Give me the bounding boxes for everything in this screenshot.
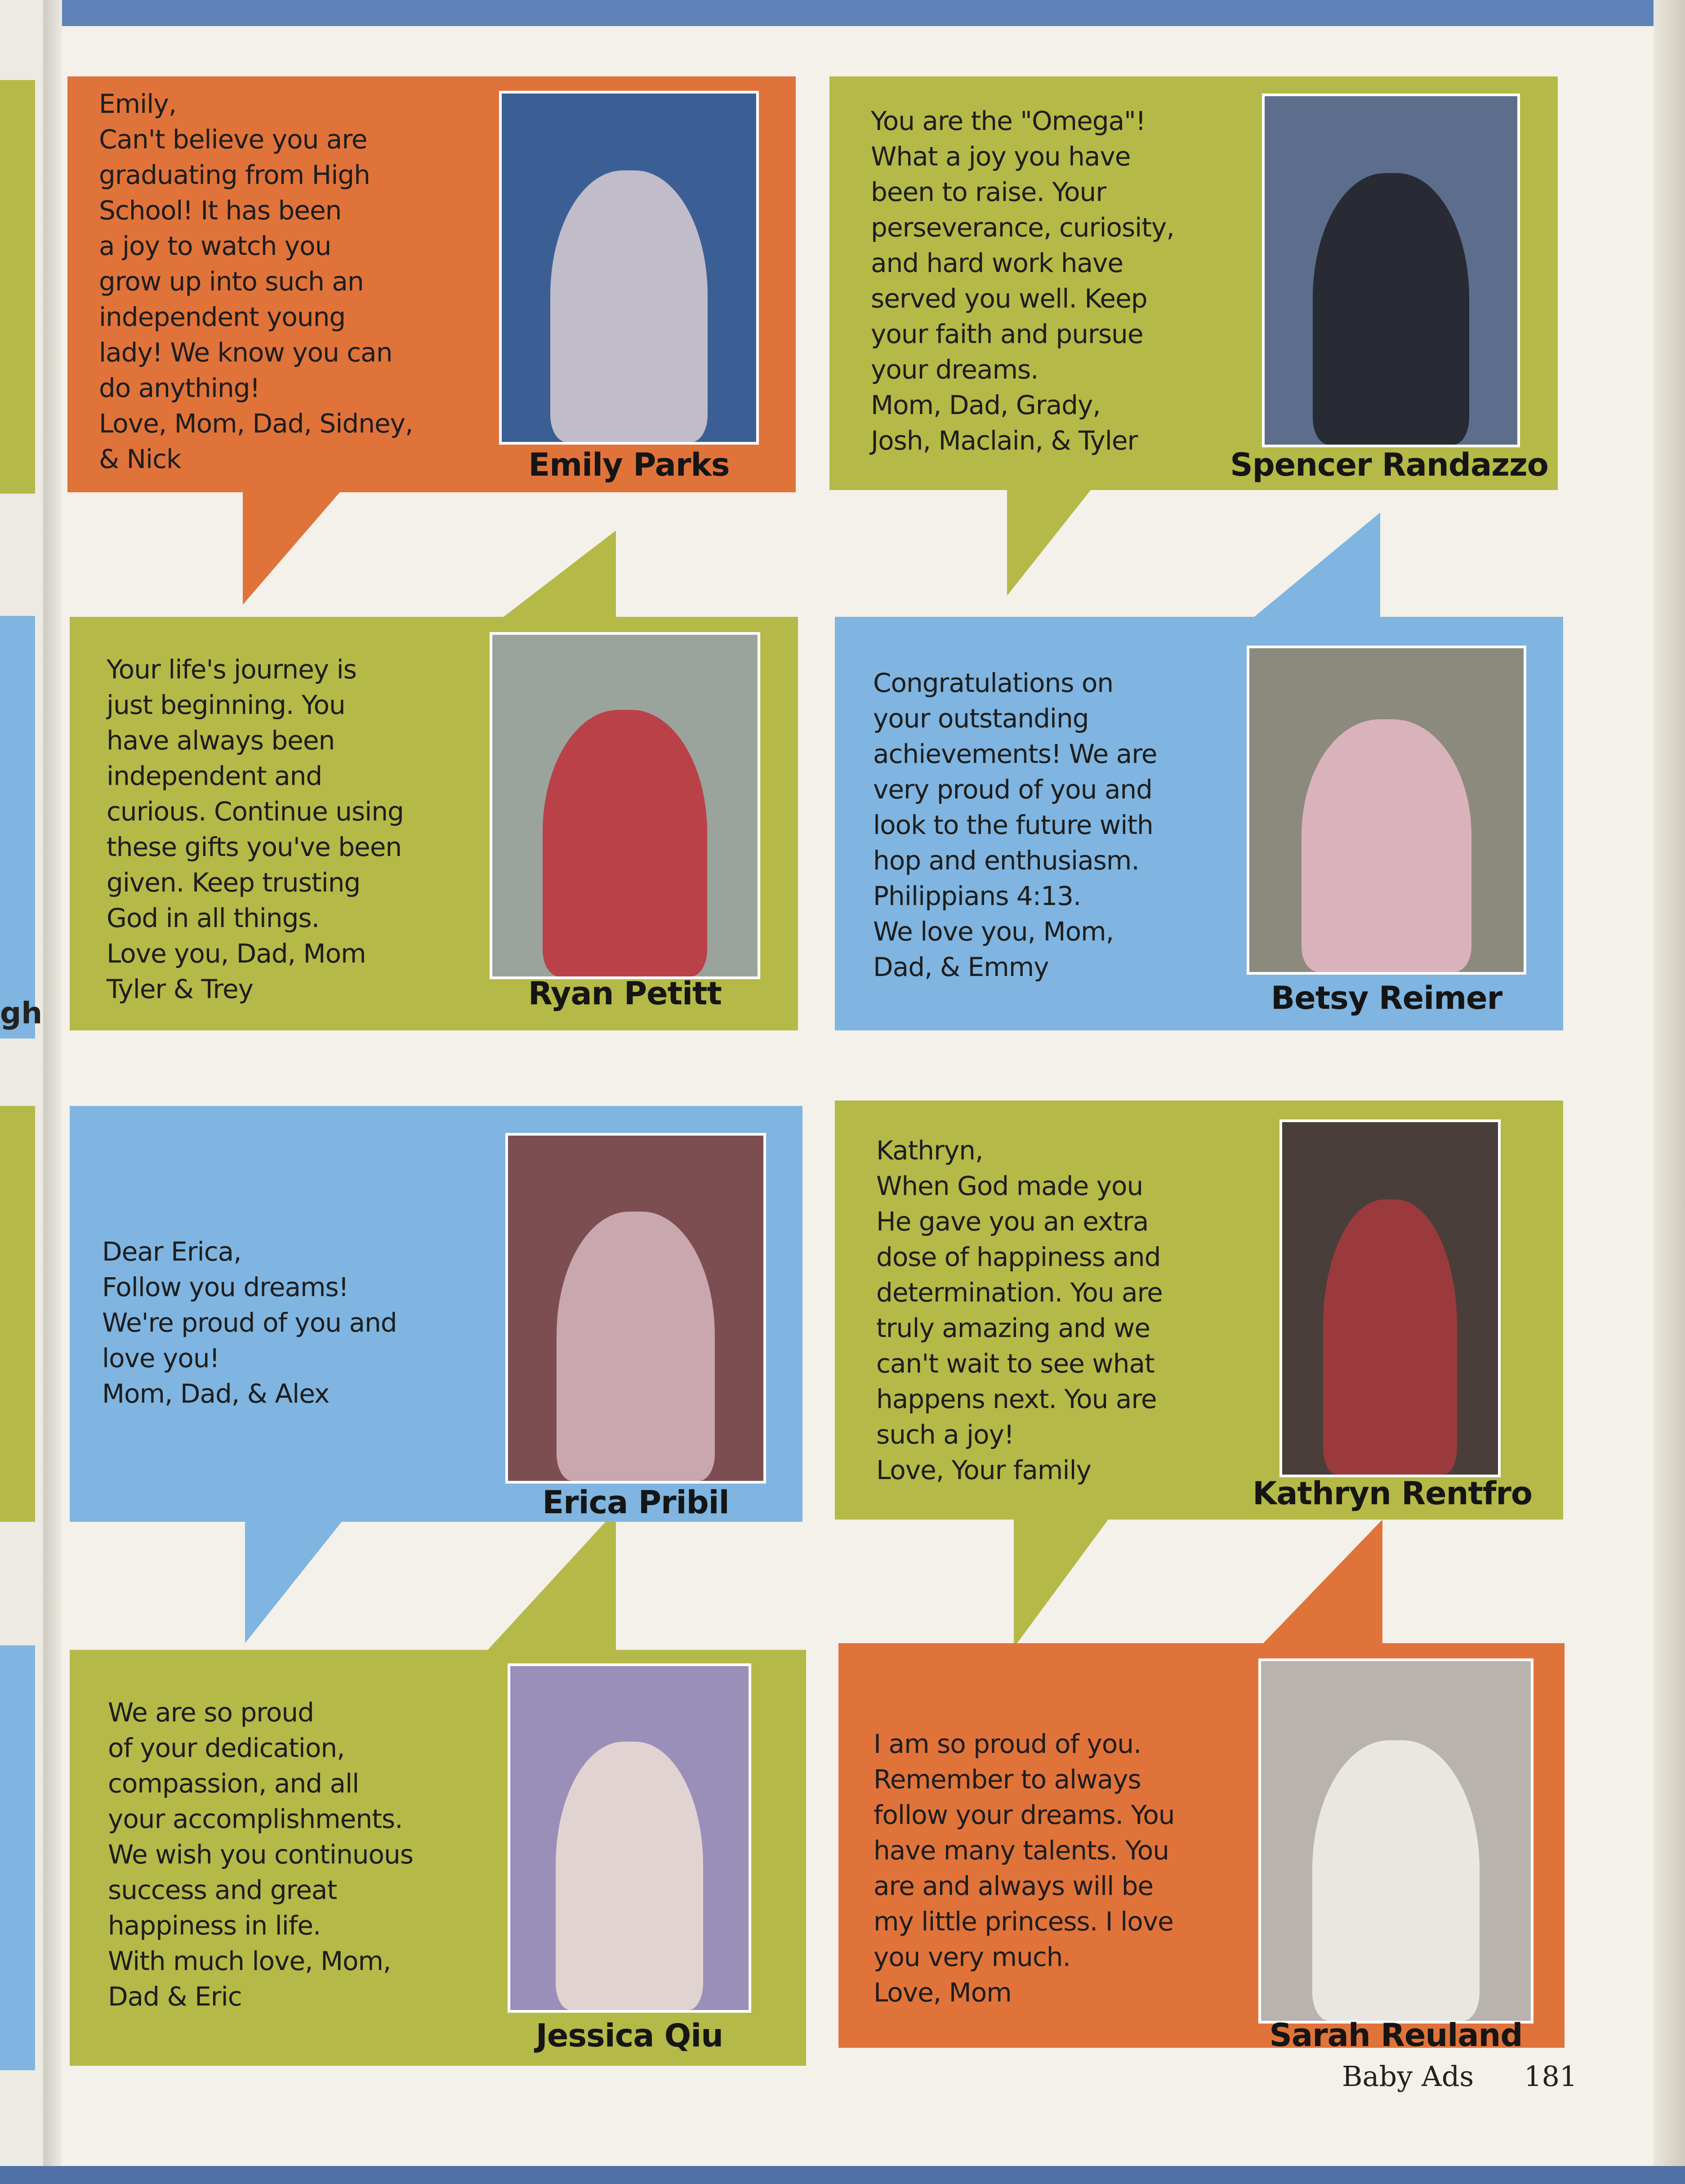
ad-name: Betsy Reimer xyxy=(1270,980,1502,1016)
baby-photo-sarah-reuland xyxy=(1261,1661,1531,2021)
ad-message: Dear Erica, Follow you dreams! We're proud of you and love you! Mom, Dad, & Alex xyxy=(102,1236,397,1409)
tail-erica-pribil xyxy=(245,1522,342,1643)
ad-message: Emily, Can't believe you are graduating from High School! It has been a joy to watch you grow up into such an independent young lady! We know you can do anything! Love, Mom, Dad, Sidney, & Nick xyxy=(99,89,413,474)
baby-photo-emily-parks xyxy=(502,94,756,442)
ad-sarah-reuland xyxy=(838,1643,1565,2054)
tail-sarah-reuland xyxy=(1263,1520,1382,1643)
baby-photo-spencer-randazzo xyxy=(1265,96,1517,445)
ad-message: Your life's journey is just beginning. You have always been independent and curious. Continue using these gifts you've been given. Keep trusting God in all things. Love you, Dad, Mom Tyler & Trey xyxy=(107,654,404,1004)
ad-message: I am so proud of you. Remember to always follow your dreams. You have many talents. You are and always will be my little princess. I love you very much. Love, Mom xyxy=(874,1729,1175,2008)
ad-message: We are so proud of your dedication, compassion, and all your accomplishments. We wish you continuous success and great happiness in life. With much love, Mom, Dad & Eric xyxy=(108,1697,414,2012)
facing-page-fragment-text: gh xyxy=(0,996,43,1030)
ad-emily-parks xyxy=(67,76,796,492)
ad-name: Spencer Randazzo xyxy=(1230,446,1548,483)
section-label: Baby Ads xyxy=(1342,2060,1474,2093)
ad-ryan-petitt xyxy=(70,617,798,1030)
ad-erica-pribil xyxy=(70,1106,802,1522)
tail-spencer-randazzo xyxy=(1007,488,1092,596)
ad-spencer-randazzo xyxy=(829,76,1558,490)
page-number: 181 xyxy=(1524,2060,1578,2093)
ad-name: Erica Pribil xyxy=(542,1484,729,1521)
ad-name: Jessica Qiu xyxy=(535,2017,723,2054)
baby-photo-betsy-reimer xyxy=(1249,648,1524,972)
baby-photo-ryan-petitt xyxy=(492,635,758,976)
baby-photo-jessica-qiu xyxy=(510,1666,749,2010)
tail-emily-parks xyxy=(243,490,342,605)
tail-betsy-reimer xyxy=(1254,513,1380,617)
tail-ryan-petitt xyxy=(504,530,616,617)
ad-kathryn-rentfro xyxy=(835,1101,1563,1520)
ad-jessica-qiu xyxy=(70,1650,806,2066)
baby-photo-kathryn-rentfro xyxy=(1282,1122,1498,1475)
ad-name: Sarah Reuland xyxy=(1269,2017,1523,2054)
baby-photo-erica-pribil xyxy=(508,1136,763,1481)
ad-message: Kathryn, When God made you He gave you an extra dose of happiness and determination. You are truly amazing and we can't wait to see what happens next. You are such a joy! Love, Your family xyxy=(876,1135,1163,1485)
ad-betsy-reimer xyxy=(835,617,1563,1030)
tail-jessica-qiu xyxy=(488,1511,616,1650)
ad-name: Ryan Petitt xyxy=(528,975,722,1012)
ad-name: Emily Parks xyxy=(528,446,730,483)
tail-kathryn-rentfro xyxy=(1014,1520,1108,1648)
ad-message: Congratulations on your outstanding achievements! We are very proud of you and look to the future with hop and enthusiasm. Philippians 4:13. We love you, Mom, Dad, & Emmy xyxy=(873,668,1157,982)
ad-message: You are the "Omega"! What a joy you have been to raise. Your perseverance, curiosity, and hard work have served you well. Keep your faith and pursue your dreams. Mom, Dad, Grady, Josh, Maclain, & Tyler xyxy=(871,106,1174,456)
ad-name: Kathryn Rentfro xyxy=(1253,1475,1532,1512)
